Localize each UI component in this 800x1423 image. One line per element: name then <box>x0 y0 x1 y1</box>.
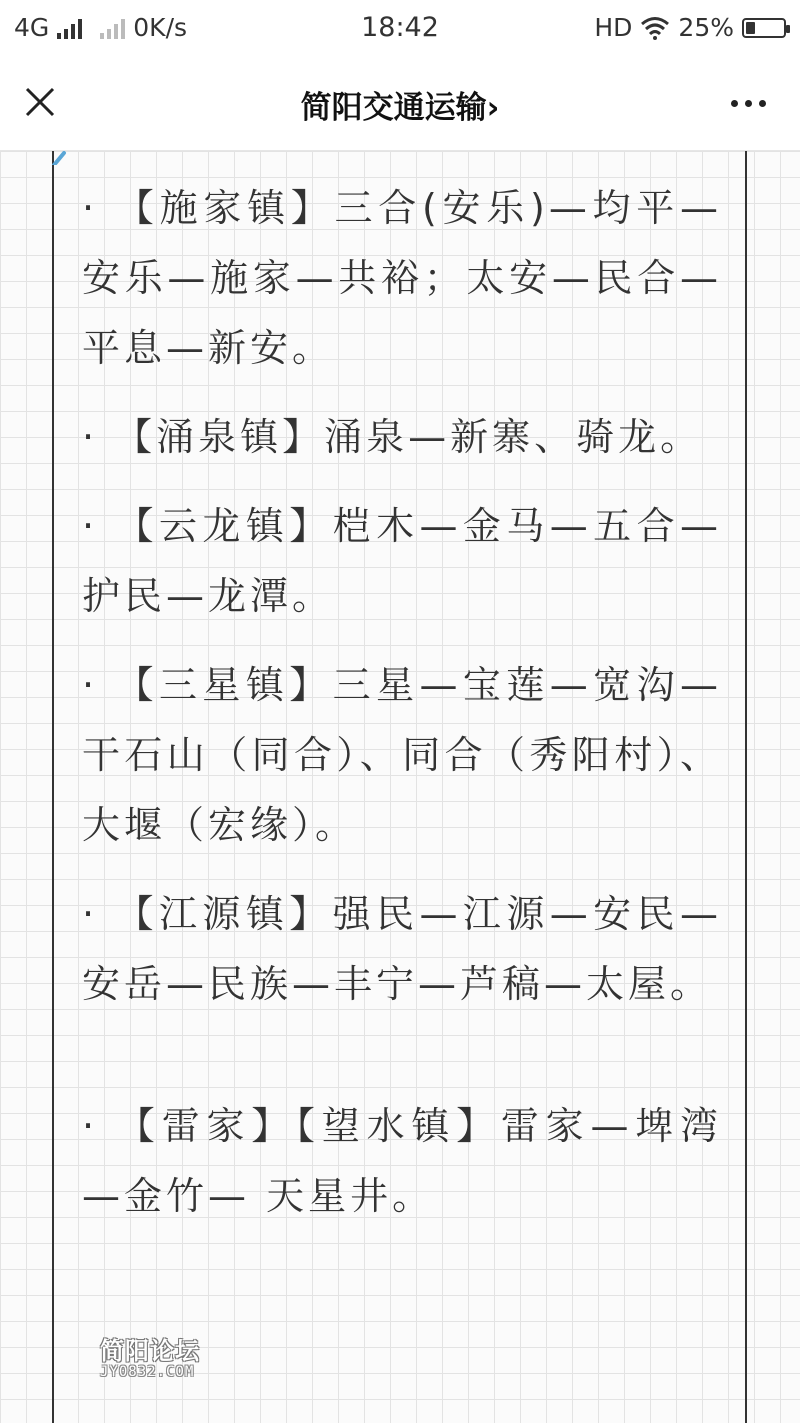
chevron-right-icon: › <box>486 90 500 126</box>
paragraph-yunlong: · 【云龙镇】桤木—金马—五合—护民—龙潭。 <box>82 504 722 618</box>
frame-border-right <box>745 151 747 1423</box>
clock: 18:42 <box>361 12 439 43</box>
status-right <box>594 13 786 42</box>
paragraph-jiangyuan: · 【江源镇】强民—江源—安民—安岳—民族—丰宁—芦稿—太屋。 <box>82 892 722 1006</box>
paragraph-leijia: · 【雷家】【望水镇】雷家—埤湾—金竹— 天星井。 <box>82 1104 722 1218</box>
battery-fill <box>746 22 755 34</box>
watermark-url: JY0832.COM <box>100 1364 195 1380</box>
page-title: 简阳交通运输 <box>300 90 487 126</box>
article-content <box>0 151 800 1423</box>
paragraph-shijia: · 【施家镇】三合(安乐)—均平—安乐—施家—共裕；太安—民合—平息—新安。 <box>82 186 722 370</box>
pen-decoration-icon <box>52 151 68 165</box>
status-bar <box>0 0 800 56</box>
frame-border-left <box>52 151 54 1423</box>
paragraph-yongquan: · 【涌泉镇】涌泉—新寨、骑龙。 <box>82 415 703 459</box>
wifi-icon <box>640 16 670 40</box>
battery-icon <box>742 18 786 38</box>
network-type: 4G <box>14 13 50 42</box>
watermark-title: 简阳论坛 <box>100 1337 200 1365</box>
nav-bar <box>0 56 800 151</box>
hd-indicator: HD <box>594 13 633 42</box>
more-icon[interactable] <box>731 100 766 107</box>
paragraph-sanxing: · 【三星镇】三星—宝莲—宽沟—干石山（同合）、同合（秀阳村）、大堰（宏缘）。 <box>82 663 722 847</box>
network-speed: 0K/s <box>133 13 188 42</box>
account-title-link[interactable] <box>0 82 800 127</box>
watermark-logo <box>100 1331 220 1391</box>
article-body <box>82 173 722 1250</box>
battery-percent: 25% <box>678 13 734 42</box>
